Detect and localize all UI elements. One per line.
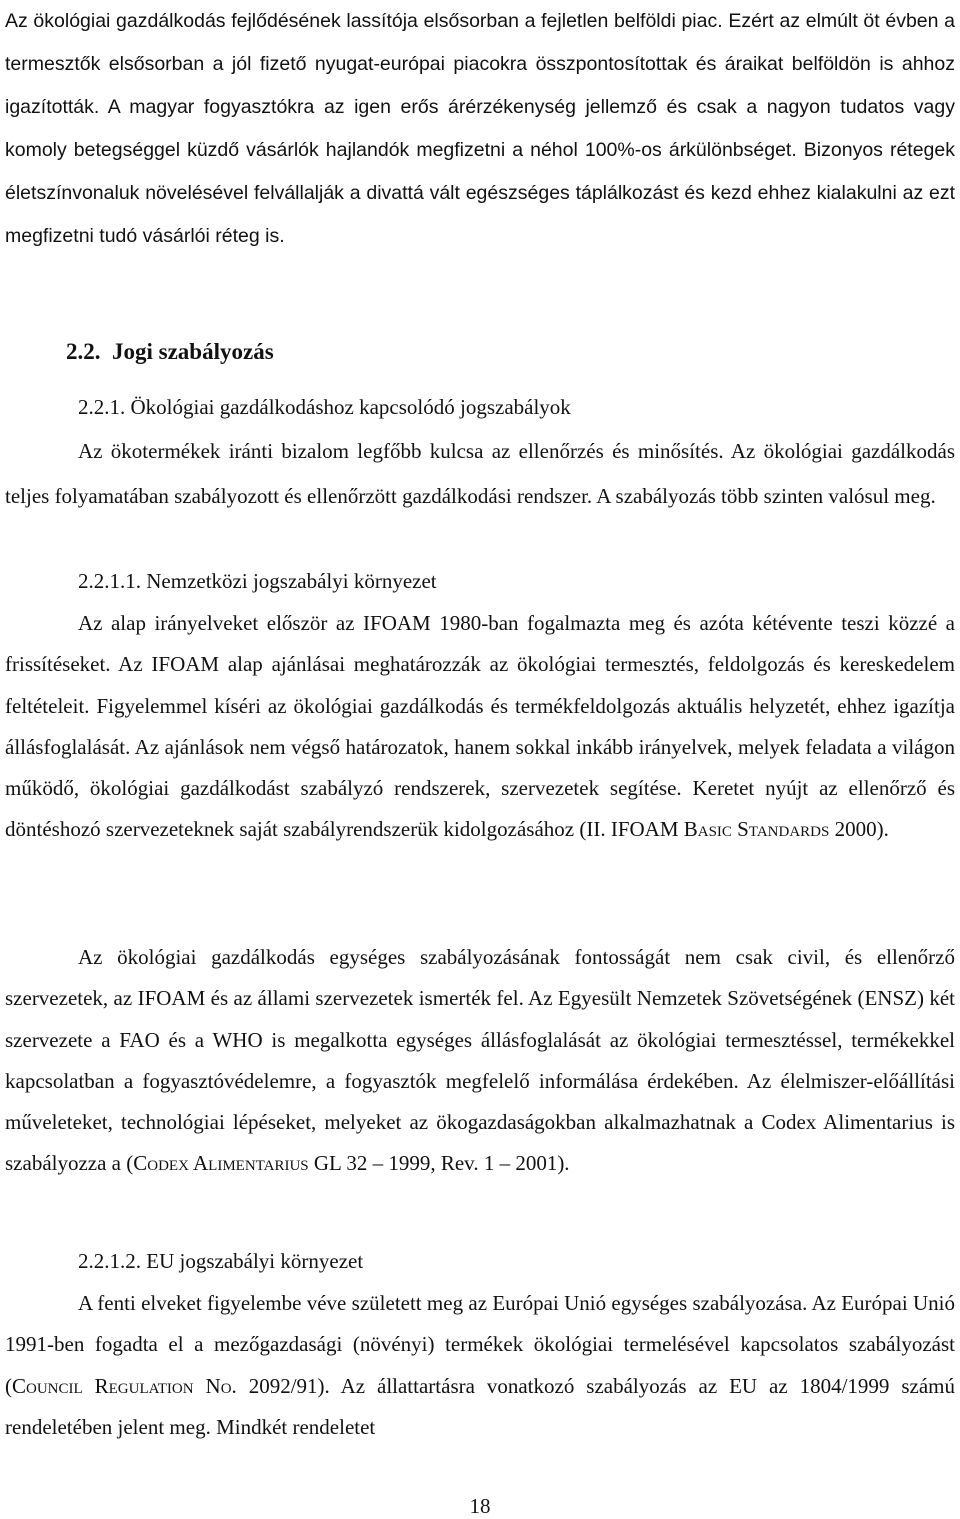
citation-basic-standards: Basic Standards xyxy=(683,817,830,842)
section-title: Jogi szabályozás xyxy=(112,339,274,364)
paragraph-end: 2000). xyxy=(829,817,889,842)
citation-council-regulation: Council Regulation No. xyxy=(12,1373,237,1398)
subsection-heading-2-2-1-1: 2.2.1.1. Nemzetközi jogszabályi környezet xyxy=(78,569,437,593)
paragraph-text: A fenti elveket figyelembe véve született meg az Európai Unió egységes szabályozása. Az Európai Unió 1991-ben fogadta el a mezőgazdasági (növényi) termékek ökológiai termelésével kapcsolatos szabályozást ( xyxy=(5,1291,955,1398)
paragraph-text: Az alap irányelveket először az IFOAM 1980-ban fogalmazta meg és azóta kétévente teszi közzé a frissítéseket. Az IFOAM alap ajánlásai meghatározzák az ökológiai termesztés, feldolgozás és kereskedelem feltételeit. Figyelemmel kíséri az ökológiai gazdálkodás és termékfeldolgozás aktuális helyzetét, ehhez igazítja állásfoglalását. Az ajánlások nem végső határozatok, hanem sokkal inkább irányelvek, melyek feladata a világon működő, ökológiai gazdálkodást szabályzó rendszerek, szervezetek segítése. Keretet nyújt az ellenőrző és döntéshozó szervezeteknek saját szabályrendszerük kidolgozásához (II. IFOAM xyxy=(5,611,955,842)
subsection-heading-2-2-1-2: 2.2.1.2. EU jogszabályi környezet xyxy=(78,1249,364,1273)
paragraph-text: Az ökológiai gazdálkodás egységes szabályozásának fontosságát nem csak civil, és ellenőrző szervezetek, az IFOAM és az állami szervezetek ismerték fel. Az Egyesült Nemzetek Szövetségének (ENSZ) két szervezete a FAO és a WHO is megalkotta egységes állásfoglalását az ökológiai termesztéssel, termékekkel kapcsolatban a fogyasztóvédelemre, a fogyasztók megfelelő informálása érdekében. Az élelmiszer-előállítási műveleteket, technológiai lépéseket, melyeket az ökogazdaságokban alkalmazhatnak a Codex Alimentarius is szabályozza a ( xyxy=(5,945,955,1176)
paragraph-end: 2092/91). Az állattartásra vonatkozó szabályozás az EU az 1804/1999 számú rendeletében jelent meg. Mindkét rendeletet xyxy=(5,1373,956,1439)
paragraph-international-1 xyxy=(5,603,955,851)
paragraph-international-2 xyxy=(5,937,955,1185)
paragraph-end: GL 32 – 1999, Rev. 1 – 2001). xyxy=(308,1151,570,1176)
paragraph-eu xyxy=(5,1283,955,1448)
subsection-heading-2-2-1: 2.2.1. Ökológiai gazdálkodáshoz kapcsolódó jogszabályok xyxy=(78,395,571,419)
section-heading-2-2 xyxy=(66,335,274,369)
intro-paragraph: Az ökológiai gazdálkodás fejlődésének lassítója elsősorban a fejletlen belföldi piac. Ezért az elmúlt öt évben a termesztők elsősorban a jól fizető nyugat-európai piacokra összpontosítottak és áraikat belföldön is ahhoz igazították. A magyar fogyasztókra az igen erős árérzékenység jellemző és csak a nagyon tudatos vagy komoly betegséggel küzdő vásárlók hajlandók megfizetni a néhol 100%-os árkülönbséget. Bizonyos rétegek életszínvonaluk növelésével felvállalják a divattá vált egészséges táplálkozást és kezd ehhez kialakulni az ezt megfizetni tudó vásárlói réteg is. xyxy=(5,10,955,247)
citation-codex: Codex Alimentarius xyxy=(133,1151,309,1176)
paragraph-2-2-1: Az ökotermékek iránti bizalom legfőbb kulcsa az ellenőrzés és minősítés. Az ökológiai gazdálkodás teljes folyamatában szabályozott és ellenőrzött gazdálkodási rendszer. A szabályozás több szinten valósul meg. xyxy=(5,439,955,508)
section-number: 2.2. xyxy=(66,339,101,364)
page-number: 18 xyxy=(469,1494,491,1518)
